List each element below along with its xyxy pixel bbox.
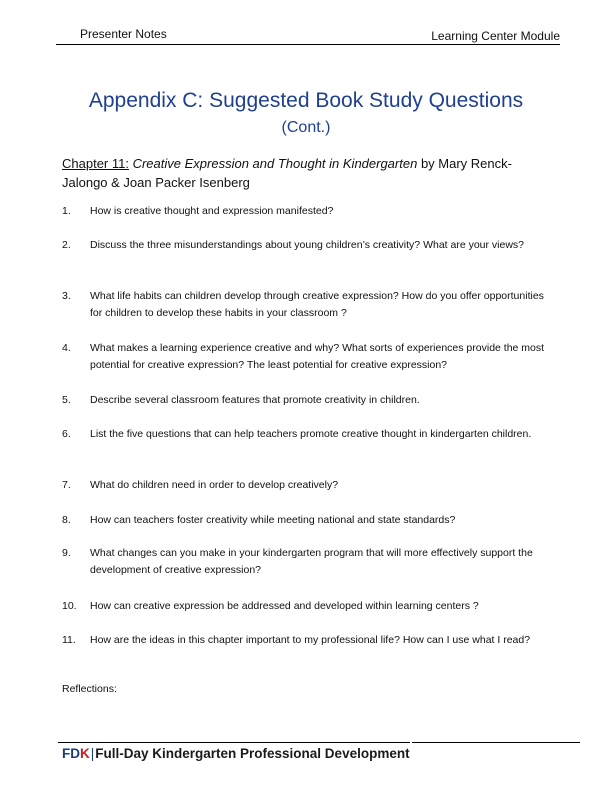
question-item (62, 598, 552, 615)
header-divider (56, 44, 560, 45)
fdk-logo (62, 746, 410, 761)
question-item (62, 237, 552, 254)
question-number: 3. (62, 290, 71, 302)
question-item (62, 340, 552, 374)
question-number: 7. (62, 479, 71, 491)
question-number: 6. (62, 428, 71, 440)
question-text: Discuss the three misunderstandings about young children’s creativity? What are your views? (90, 239, 525, 251)
question-number: 1. (62, 205, 71, 217)
question-text: Describe several classroom features that promote creativity in children. (90, 394, 420, 406)
page-title: Appendix C: Suggested Book Study Questions (88, 89, 524, 112)
question-item (62, 426, 552, 443)
logo-program-name: Full-Day Kindergarten Professional Development (95, 746, 410, 761)
chapter-heading (62, 154, 532, 192)
chapter-label: Chapter 11: (62, 156, 129, 171)
logo-separator: | (90, 746, 95, 761)
question-number: 2. (62, 239, 71, 251)
question-number: 8. (62, 514, 71, 526)
question-text: What do children need in order to develop creatively? (90, 479, 339, 491)
logo-k-letter: K (80, 746, 90, 761)
question-item (62, 392, 552, 409)
logo-fd-letters: FD (62, 746, 80, 761)
question-text: How can creative expression be addressed and developed within learning centers ? (90, 600, 479, 612)
question-number: 10. (62, 600, 77, 612)
question-item (62, 632, 552, 649)
question-text: List the five questions that can help teachers promote creative thought in kindergarten children. (90, 428, 532, 440)
question-item (62, 512, 552, 529)
footer-divider-left (58, 742, 410, 743)
footer-divider-right (412, 742, 580, 743)
chapter-authors: by Mary Renck-Jalongo & Joan Packer Isenberg (62, 156, 512, 190)
question-text: What life habits can children develop through creative expression? How do you offer opportunities for children to develop these habits in your classroom ? (90, 290, 544, 319)
question-item (62, 203, 552, 220)
page-subtitle: (Cont.) (281, 119, 331, 136)
question-number: 9. (62, 547, 71, 559)
question-item (62, 545, 552, 579)
question-text: What changes can you make in your kindergarten program that will more effectively support the development of creative expression? (90, 547, 533, 576)
question-number: 11. (62, 634, 76, 646)
question-number: 4. (62, 342, 71, 354)
question-item (62, 288, 552, 322)
question-text: How is creative thought and expression manifested? (90, 205, 334, 217)
question-text: What makes a learning experience creative and why? What sorts of experiences provide the most potential for creative expression? The least potential for creative expression? (90, 342, 545, 371)
header-right-label: Learning Center Module (431, 29, 560, 43)
chapter-book-title: Creative Expression and Thought in Kindergarten (132, 156, 418, 171)
question-number: 5. (62, 394, 71, 406)
header-left-label: Presenter Notes (80, 27, 167, 41)
question-text: How are the ideas in this chapter important to my professional life? How can I use what I read? (90, 634, 531, 646)
reflections-label: Reflections: (62, 683, 117, 695)
question-text: How can teachers foster creativity while meeting national and state standards? (90, 514, 456, 526)
question-item (62, 477, 552, 494)
